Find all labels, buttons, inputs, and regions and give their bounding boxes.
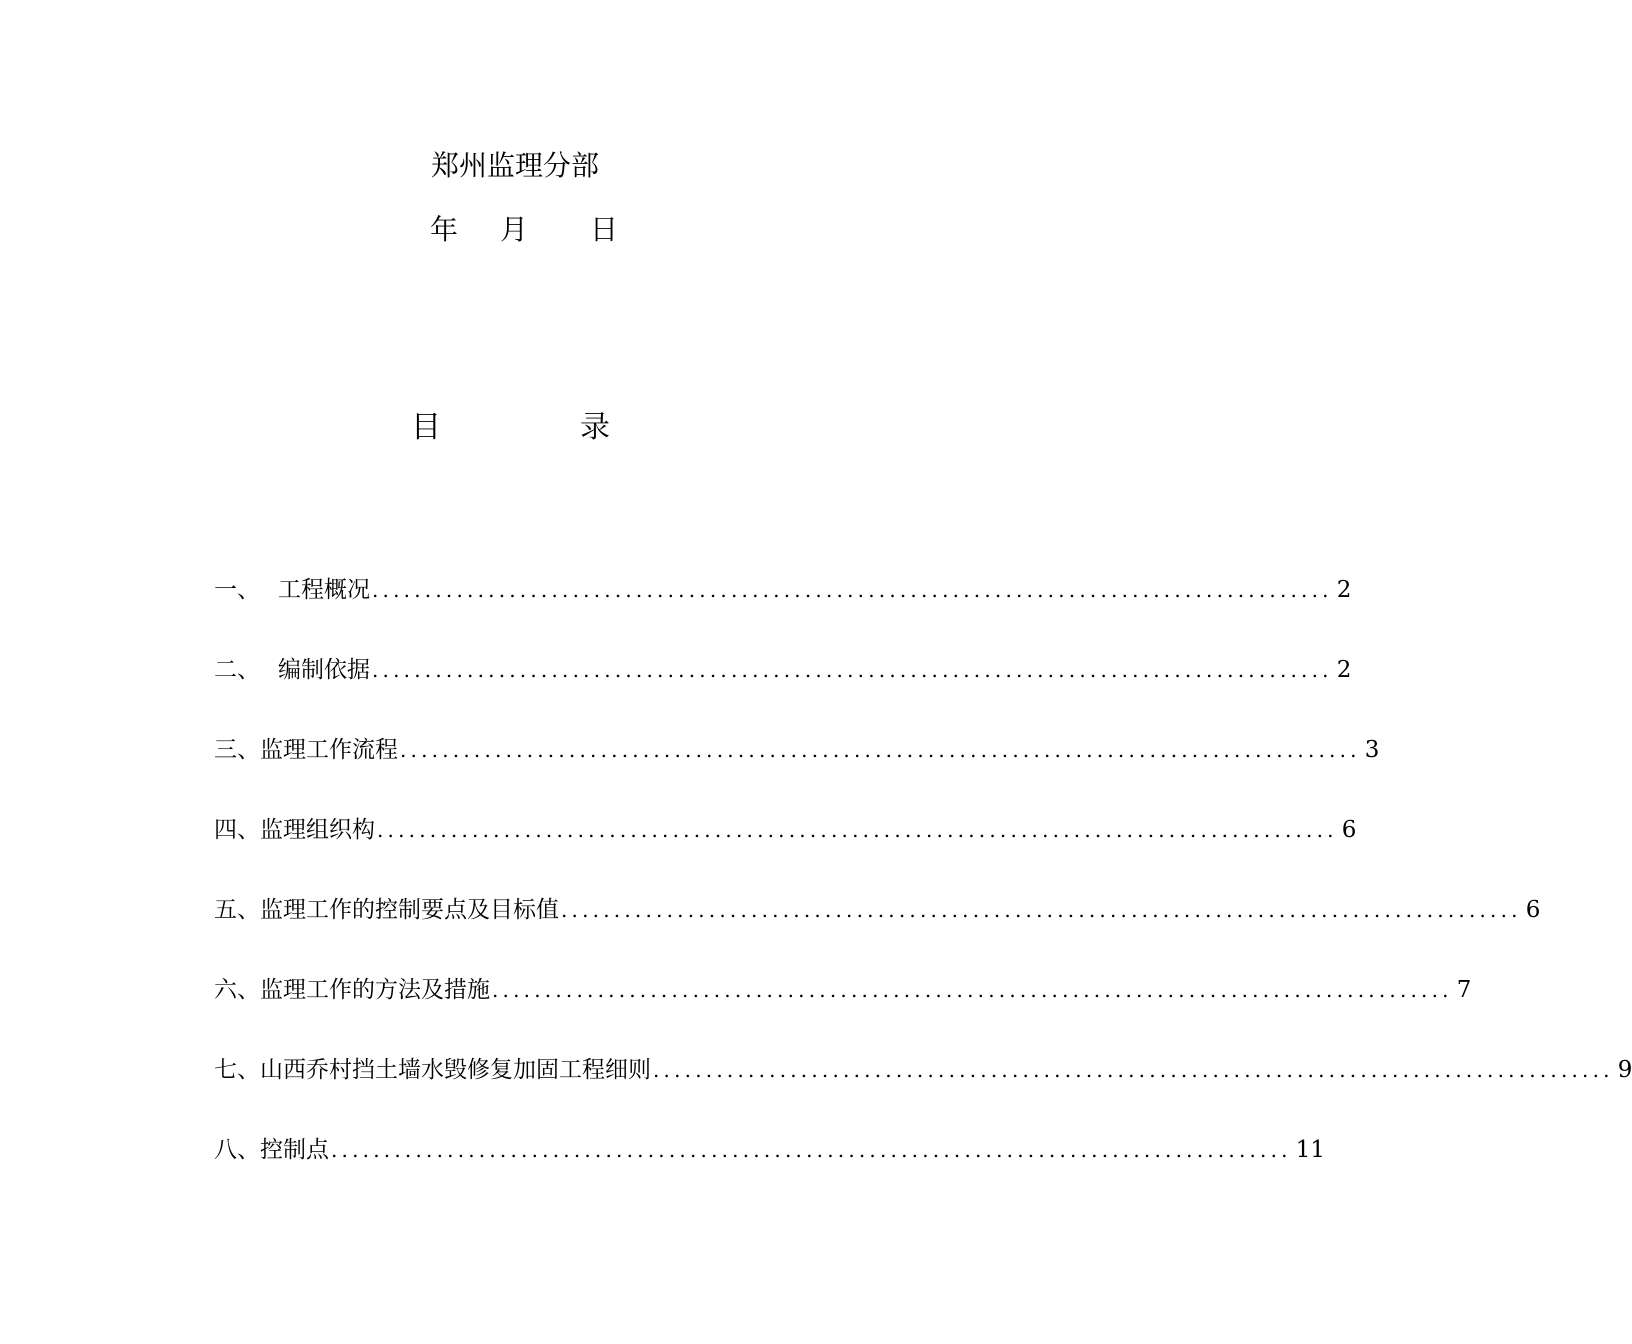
toc-entry-page: 2 <box>1336 657 1352 683</box>
toc-entry-number: 七、 <box>214 1057 260 1083</box>
toc-leader-dots: ........................................................................................... <box>561 898 1522 922</box>
toc-leader-dots: ........................................................................................... <box>653 1058 1614 1082</box>
toc-entry-label: 控制点 <box>260 1137 329 1163</box>
toc-entry[interactable] <box>214 813 1357 893</box>
date-month: 月 <box>500 213 529 246</box>
toc-entry-page: 2 <box>1336 577 1352 603</box>
toc-entry-number: 八、 <box>214 1137 260 1163</box>
toc-entry-number: 一、 <box>214 577 260 603</box>
toc-entry-label: 监理组织构 <box>260 817 375 843</box>
toc-title <box>0 410 950 450</box>
toc-entry[interactable] <box>214 1053 1632 1133</box>
table-of-contents <box>214 573 1632 1213</box>
toc-leader-dots: ........................................................................................... <box>492 978 1453 1002</box>
toc-entry-label: 监理工作的控制要点及目标值 <box>260 897 559 923</box>
toc-entry-label: 山西乔村挡土墙水毁修复加固工程细则 <box>260 1057 651 1083</box>
toc-entry-page: 7 <box>1456 977 1472 1003</box>
toc-entry[interactable] <box>214 973 1472 1053</box>
toc-entry[interactable] <box>214 1133 1326 1213</box>
toc-leader-dots: ........................................................................................... <box>400 738 1361 762</box>
toc-leader-dots: ........................................................................................... <box>331 1138 1292 1162</box>
toc-entry[interactable] <box>214 653 1352 733</box>
toc-entry-number: 三、 <box>214 737 260 763</box>
toc-entry[interactable] <box>214 733 1380 813</box>
date-day: 日 <box>590 213 619 246</box>
date-line <box>0 212 950 252</box>
toc-leader-dots: ........................................................................................... <box>372 658 1333 682</box>
toc-entry-page: 3 <box>1364 737 1380 763</box>
toc-entry-page: 6 <box>1525 897 1541 923</box>
organization-name: 郑州监理分部 <box>430 149 599 182</box>
date-year: 年 <box>430 213 459 246</box>
toc-leader-dots: ........................................................................................... <box>377 818 1338 842</box>
toc-entry-page: 9 <box>1617 1057 1632 1083</box>
toc-entry-number: 五、 <box>214 897 260 923</box>
toc-entry-label: 监理工作的方法及措施 <box>260 977 490 1003</box>
toc-entry-label: 工程概况 <box>278 577 370 603</box>
toc-entry-page: 11 <box>1295 1137 1326 1163</box>
toc-entry-number: 二、 <box>214 657 260 683</box>
toc-entry-number: 六、 <box>214 977 260 1003</box>
toc-entry-number: 四、 <box>214 817 260 843</box>
toc-entry-page: 6 <box>1341 817 1357 843</box>
toc-title-char-1: 目 <box>411 410 441 445</box>
toc-entry[interactable] <box>214 893 1541 973</box>
toc-entry-label: 监理工作流程 <box>260 737 398 763</box>
toc-entry[interactable] <box>214 573 1352 653</box>
toc-entry-label: 编制依据 <box>278 657 370 683</box>
toc-title-char-2: 录 <box>580 410 610 445</box>
toc-leader-dots: ........................................................................................... <box>372 578 1333 602</box>
